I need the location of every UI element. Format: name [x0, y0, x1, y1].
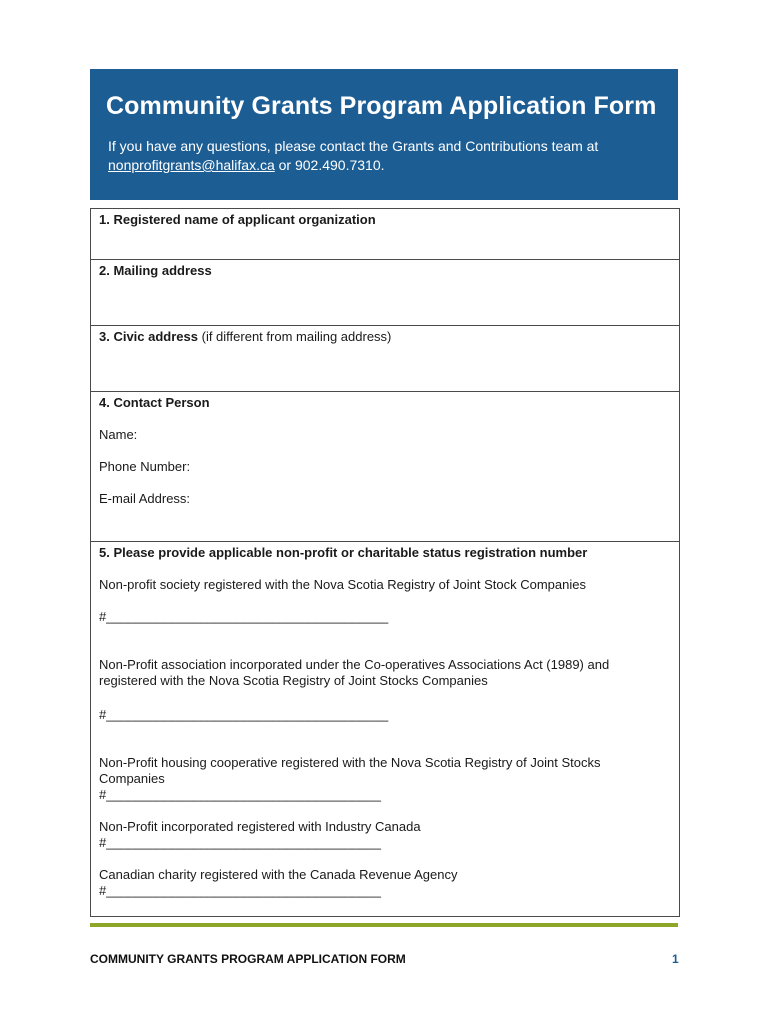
option-2-text-line2: registered with the Nova Scotia Registry of Joint Stocks Companies — [99, 673, 488, 688]
option-3-blank[interactable]: #______________________________________ — [99, 787, 381, 802]
question-1-field[interactable] — [91, 209, 679, 260]
option-1-blank[interactable]: #_______________________________________ — [99, 609, 389, 624]
contact-email-field[interactable]: E-mail Address: — [99, 491, 191, 506]
option-2-blank[interactable]: #_______________________________________ — [99, 707, 389, 722]
question-5-label: 5. Please provide applicable non-profit or charitable status registration number — [99, 545, 588, 560]
question-4-label: 4. Contact Person — [99, 395, 210, 410]
option-5-text: Canadian charity registered with the Canada Revenue Agency — [99, 867, 458, 882]
contact-intro-text: If you have any questions, please contact the Grants and Contributions team at — [108, 138, 599, 154]
option-2-text — [99, 657, 671, 689]
question-3-label-wrap — [99, 329, 671, 345]
contact-phone-text: or 902.490.7310. — [274, 157, 385, 173]
contact-phone-field[interactable]: Phone Number: — [99, 459, 191, 474]
question-2-field[interactable] — [91, 260, 679, 326]
contact-email-link[interactable]: nonprofitgrants@halifax.ca — [108, 157, 275, 173]
page-title: Community Grants Program Application Form — [106, 92, 657, 120]
header-banner — [90, 69, 678, 200]
contact-name-field[interactable]: Name: — [99, 427, 138, 442]
page-number: 1 — [672, 952, 679, 966]
option-1-text: Non-profit society registered with the Nova Scotia Registry of Joint Stock Companies — [99, 577, 586, 592]
option-3-text — [99, 755, 671, 787]
footer-divider — [90, 923, 678, 927]
question-2-label: 2. Mailing address — [99, 263, 212, 278]
question-3-field[interactable] — [91, 326, 679, 392]
question-5-field — [91, 542, 679, 916]
option-2-text-line1: Non-Profit association incorporated under the Co-operatives Associations Act (1989) and — [99, 657, 610, 672]
application-form-table — [90, 208, 680, 917]
footer-title: COMMUNITY GRANTS PROGRAM APPLICATION FORM — [90, 952, 406, 966]
question-4-field — [91, 392, 679, 542]
option-4-blank[interactable]: #______________________________________ — [99, 835, 381, 850]
option-3-text-line1: Non-Profit housing cooperative registered with the Nova Scotia Registry of Joint Stocks — [99, 755, 601, 770]
question-1-label: 1. Registered name of applicant organization — [99, 212, 376, 227]
option-4-text: Non-Profit incorporated registered with Industry Canada — [99, 819, 421, 834]
question-3-note: (if different from mailing address) — [198, 329, 392, 344]
option-5-blank[interactable]: #______________________________________ — [99, 883, 381, 898]
header-subtitle — [106, 137, 662, 175]
question-3-label: 3. Civic address — [99, 329, 198, 344]
option-3-text-line2: Companies — [99, 771, 165, 786]
